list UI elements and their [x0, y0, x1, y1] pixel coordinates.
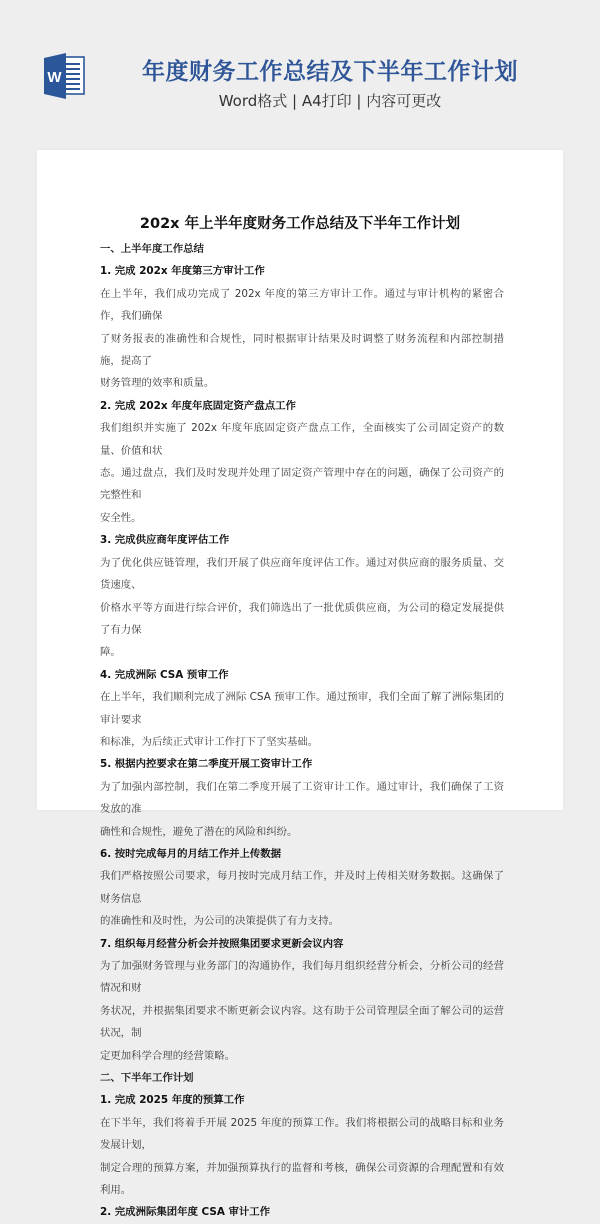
section-heading: 二、下半年工作计划	[100, 1072, 194, 1085]
document-title: 202x 年上半年度财务工作总结及下半年工作计划	[139, 216, 461, 232]
item-heading: 1. 完成 2025 年度的预算工作	[100, 1094, 245, 1107]
paragraph-line: 在下半年，我们将着手开展 2025 年度的预算工作。我们将根据公司的战略目标和业务发展计划，	[100, 1116, 504, 1152]
paragraph-line: 态。通过盘点，我们及时发现并处理了固定资产管理中存在的问题，确保了公司资产的完整性和	[100, 467, 504, 502]
paragraph-line: 为了加强财务管理与业务部门的沟通协作，我们每月组织经营分析会，分析公司的经营情况和财	[100, 960, 504, 995]
paragraph-line: 的准确性和及时性，为公司的决策提供了有力支持。	[100, 915, 339, 928]
header-title: 年度财务工作总结及下半年工作计划	[142, 59, 518, 85]
item-heading: 2. 完成洲际集团年度 CSA 审计工作	[100, 1206, 271, 1219]
item-heading: 4. 完成洲际 CSA 预审工作	[100, 668, 229, 681]
item-heading: 7. 组织每月经营分析会并按照集团要求更新会议内容	[100, 937, 344, 950]
section-heading: 一、上半年度工作总结	[100, 243, 204, 255]
svg-text:W: W	[47, 69, 62, 86]
paragraph-line: 制定合理的预算方案，并加强预算执行的监督和考核，确保公司资源的合理配置和有效利用。	[100, 1161, 504, 1197]
paragraph-line: 在上半年，我们顺利完成了洲际 CSA 预审工作。通过预审，我们全面了解了洲际集团的审计要求	[100, 691, 504, 726]
paragraph-line: 财务管理的效率和质量。	[100, 377, 215, 390]
paragraph-line: 我们严格按照公司要求，每月按时完成月结工作，并及时上传相关财务数据。这确保了财务信息	[100, 870, 504, 905]
paragraph-line: 为了优化供应链管理，我们开展了供应商年度评估工作。通过对供应商的服务质量、交货速度、	[100, 556, 504, 592]
item-heading: 1. 完成 202x 年度第三方审计工作	[100, 265, 265, 278]
paragraph-line: 了财务报表的准确性和合规性，同时根据审计结果及时调整了财务流程和内部控制措施，提高了	[100, 332, 504, 368]
paragraph-line: 确性和合规性，避免了潜在的风险和纠纷。	[100, 825, 298, 838]
paragraph-line: 我们组织并实施了 202x 年度年底固定资产盘点工作，全面核实了公司固定资产的数量、价值和状	[100, 422, 504, 457]
paragraph-line: 定更加科学合理的经营策略。	[100, 1049, 236, 1062]
paragraph-line: 务状况，并根据集团要求不断更新会议内容。这有助于公司管理层全面了解公司的运营状况，制	[100, 1004, 504, 1040]
paragraph-line: 在上半年，我们成功完成了 202x 年度的第三方审计工作。通过与审计机构的紧密合作，我们确保	[100, 287, 504, 323]
paragraph-line: 和标准，为后续正式审计工作打下了坚实基础。	[100, 735, 319, 748]
document-body	[100, 238, 504, 1224]
item-heading: 6. 按时完成每月的月结工作并上传数据	[100, 847, 282, 860]
item-heading: 5. 根据内控要求在第二季度开展工资审计工作	[100, 758, 313, 771]
item-heading: 2. 完成 202x 年度年底固定资产盘点工作	[100, 399, 296, 412]
paragraph-line: 价格水平等方面进行综合评价，我们筛选出了一批优质供应商，为公司的稳定发展提供了有力保	[100, 601, 504, 636]
document-page	[37, 150, 563, 1219]
paragraph-line: 为了加强内部控制，我们在第二季度开展了工资审计工作。通过审计，我们确保了工资发放的准	[100, 780, 504, 816]
header-banner	[0, 0, 600, 150]
word-document-icon	[36, 48, 92, 104]
paragraph-line: 安全性。	[100, 511, 142, 524]
item-heading: 3. 完成供应商年度评估工作	[100, 534, 230, 547]
paragraph-line: 障。	[100, 646, 121, 659]
header-subtitle: Word格式 | A4打印 | 内容可更改	[218, 92, 442, 110]
